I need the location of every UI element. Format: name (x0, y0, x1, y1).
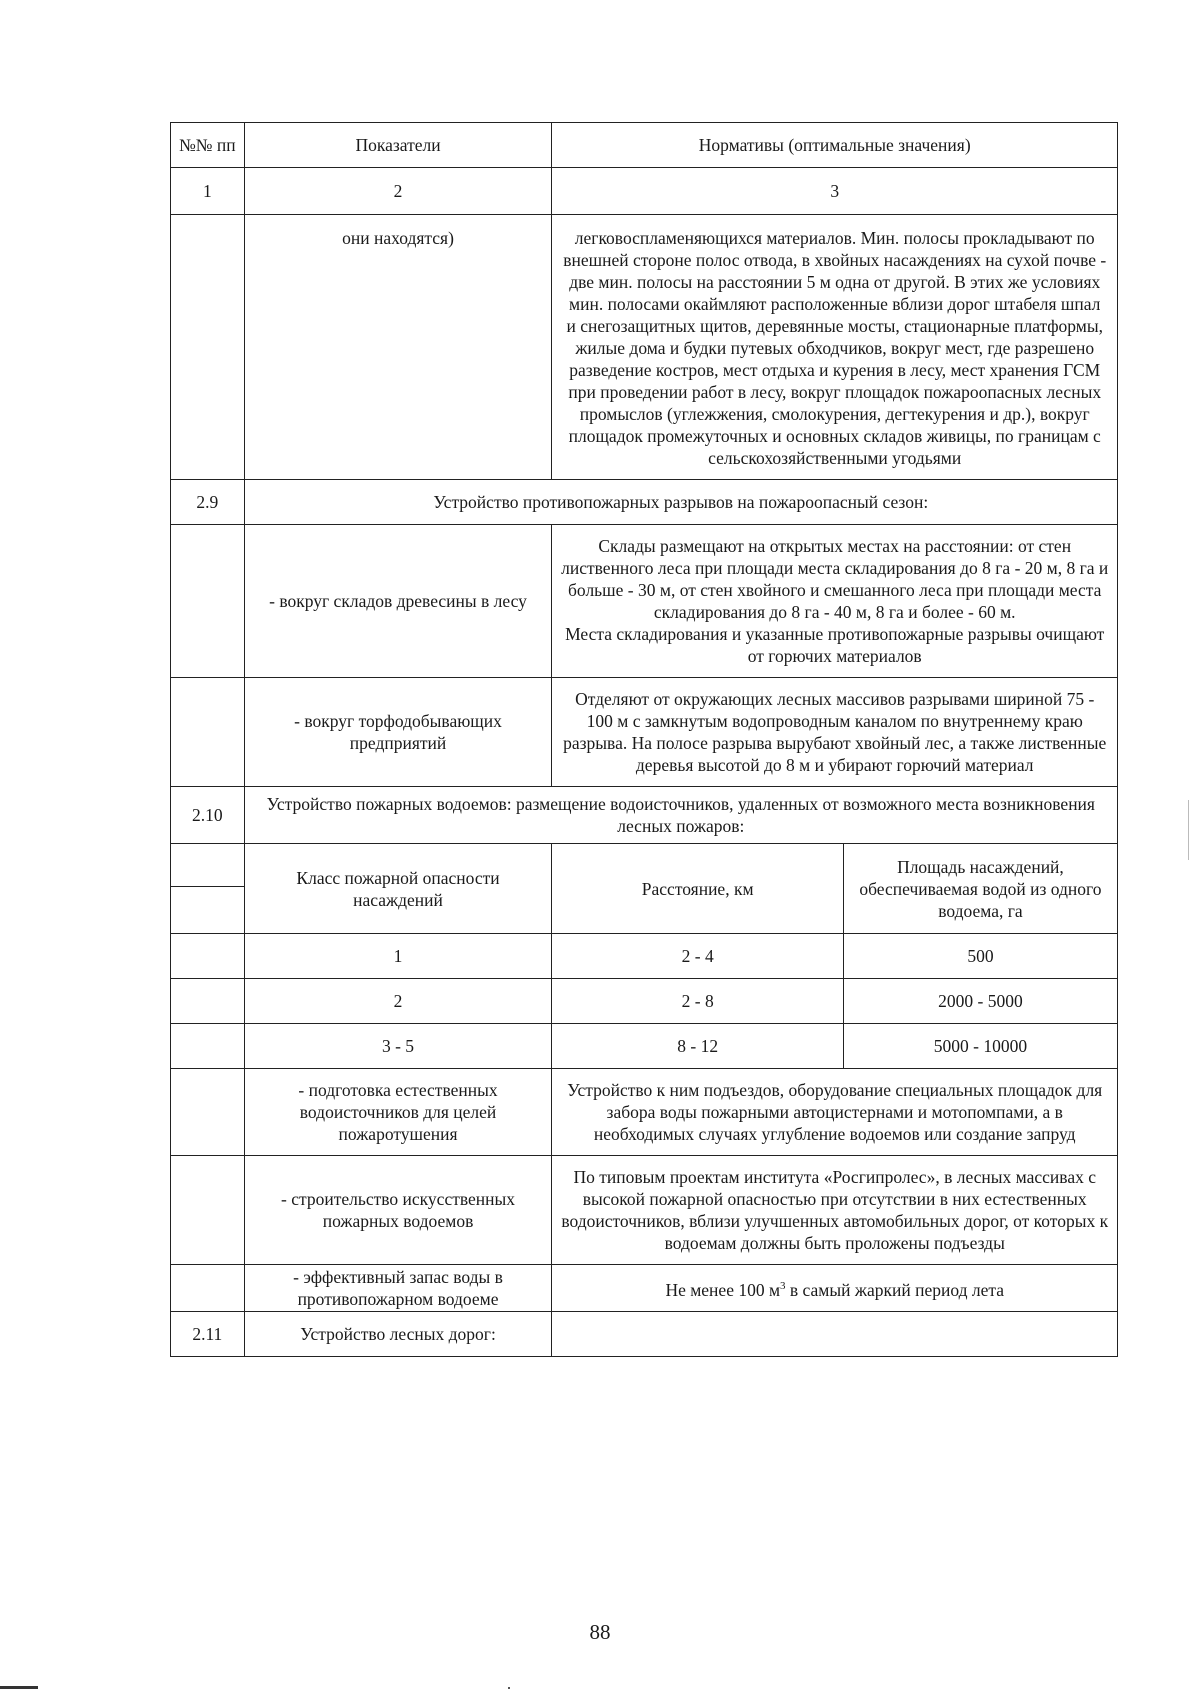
table-row (171, 1265, 1118, 1312)
norm-text: Не менее 100 м (665, 1279, 781, 1300)
indicator-cell: - эффективный запас воды в противопожарном водоеме (244, 1265, 552, 1312)
indicator-cell: - вокруг торфодобывающих предприятий (244, 678, 552, 787)
colnum-2: 2 (244, 168, 552, 215)
section-row (171, 1311, 1118, 1356)
section-title: Устройство пожарных водоемов: размещение водоисточников, удаленных от возможного места возникновения лесных пожаров: (244, 787, 1117, 844)
norm-cell (552, 1265, 1118, 1312)
area: 5000 - 10000 (843, 1024, 1117, 1069)
section-number: 2.9 (171, 480, 245, 525)
section-number: 2.11 (171, 1311, 245, 1356)
distance: 2 - 8 (552, 979, 843, 1024)
colnum-3: 3 (552, 168, 1118, 215)
section-row (171, 787, 1118, 844)
scan-margin-mark (1188, 800, 1189, 860)
column-numbers-row (171, 168, 1118, 215)
page-number: 88 (589, 1620, 611, 1644)
norm-cell: легковоспламеняющихся материалов. Мин. полосы прокладывают по внешней стороне полос отвода, в хвойных насаждениях на сухой почве - две мин. полосы на расстоянии 5 м одна от другой. В этих же условиях мин. полосами окаймляют расположенные вблизи дорог штабеля шпал и снегозащитных щитов, деревянные мосты, стационарные платформы, жилые дома и будки путевых обходчиков, вокруг мест, где разрешено разведение костров, мест отдыха и курения в лесу, мест хранения ГСМ при проведении работ в лесу, вокруг площадок пожароопасных лесных промыслов (углежжения, смолокурения, дегтекурения и др.), вокруг площадок промежуточных и основных складов живицы, по границам с сельскохозяйственными угодьями (552, 215, 1118, 480)
norms-table (170, 122, 1118, 1357)
table-row (171, 1156, 1118, 1265)
norm-cell: Устройство к ним подъездов, оборудование специальных площадок для забора воды пожарными автоцистернами и мотопомпами, а в необходимых случаях углубление водоемов или создание запруд (552, 1069, 1118, 1156)
subtable-header-distance: Расстояние, км (552, 844, 843, 934)
distance: 8 - 12 (552, 1024, 843, 1069)
norm-text: в самый жаркий период лета (785, 1279, 1004, 1300)
area: 2000 - 5000 (843, 979, 1117, 1024)
norm-cell: По типовым проектам института «Росгипролес», в лесных массивах с высокой пожарной опасностью при отсутствии в них естественных водоисточников, вблизи улучшенных автомобильных дорог, от которых к водоемам должны быть проложены подъезды (552, 1156, 1118, 1265)
fire-class: 1 (244, 934, 552, 979)
norm-paragraph: Места складирования и указанные противопожарные разрывы очищают от горючих материалов (565, 624, 1105, 666)
section-number: 2.10 (171, 787, 245, 844)
subtable-header-row (171, 844, 1118, 887)
norm-cell (552, 1311, 1118, 1356)
subtable-header-class: Класс пожарной опасности насаждений (244, 844, 552, 934)
subtable-header-area: Площадь насаждений, обеспечиваемая водой из одного водоема, га (843, 844, 1117, 934)
table-row (171, 678, 1118, 787)
norm-paragraph: Склады размещают на открытых местах на расстоянии: от стен лиственного леса при площади места складирования до 8 га - 20 м, 8 га и больше - 30 м, от стен хвойного и смешанного леса при площади места складирования до 8 га - 40 м, 8 га и более - 60 м. (561, 536, 1109, 622)
indicator-cell: они находятся) (244, 215, 552, 480)
subtable-row (171, 934, 1118, 979)
subtable-row (171, 1024, 1118, 1069)
superscript: 3 (780, 1280, 786, 1292)
norm-cell: Отделяют от окружающих лесных массивов разрывами шириной 75 - 100 м с замкнутым водопроводным каналом по внутреннему краю разрыва. На полосе разрыва вырубают хвойный лес, а также лиственные деревья высотой до 8 м и убирают горючий материал (552, 678, 1118, 787)
colnum-1: 1 (171, 168, 245, 215)
indicator-cell: - вокруг складов древесины в лесу (244, 525, 552, 678)
scan-dot (508, 1687, 510, 1689)
table-header-row (171, 123, 1118, 168)
subtable-row (171, 979, 1118, 1024)
fire-class: 2 (244, 979, 552, 1024)
area: 500 (843, 934, 1117, 979)
header-norms: Нормативы (оптимальные значения) (552, 123, 1118, 168)
indicator-cell: - строительство искусственных пожарных водоемов (244, 1156, 552, 1265)
header-number: №№ пп (171, 123, 245, 168)
fire-class: 3 - 5 (244, 1024, 552, 1069)
section-title: Устройство лесных дорог: (244, 1311, 552, 1356)
distance: 2 - 4 (552, 934, 843, 979)
table-row (171, 525, 1118, 678)
scan-edge-mark (0, 1686, 38, 1689)
section-row (171, 480, 1118, 525)
table-row (171, 1069, 1118, 1156)
table-row (171, 215, 1118, 480)
indicator-cell: - подготовка естественных водоисточников для целей пожаротушения (244, 1069, 552, 1156)
norm-cell (552, 525, 1118, 678)
section-title: Устройство противопожарных разрывов на пожароопасный сезон: (244, 480, 1117, 525)
header-indicators: Показатели (244, 123, 552, 168)
